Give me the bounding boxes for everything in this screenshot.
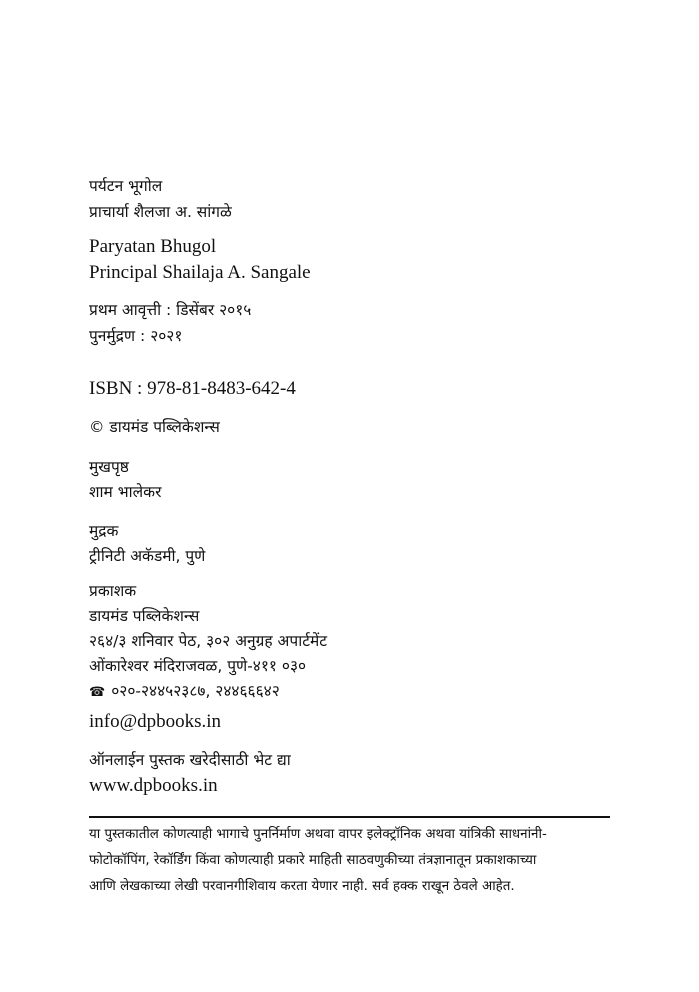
publisher-email[interactable]: info@dpbooks.in [89, 711, 222, 732]
publisher-phone-row [89, 683, 280, 701]
cover-artist: शाम भालेकर [89, 483, 162, 501]
publisher-heading: प्रकाशक [89, 582, 137, 600]
publisher-phone: ०२०-२४४५२३८७, २४४६६६४२ [111, 682, 280, 700]
isbn: ISBN : 978-81-8483-642-4 [89, 378, 296, 399]
website-link[interactable]: www.dpbooks.in [89, 775, 218, 796]
rights-notice-line1: या पुस्तकातील कोणत्याही भागाचे पुनर्निर्माण अथवा वापर इलेक्ट्रॉनिक अथवा यांत्रिकी साधनांनी- [89, 827, 547, 842]
divider [89, 816, 610, 818]
cover-heading: मुखपृष्ठ [89, 458, 129, 476]
author-marathi: प्राचार्या शैलजा अ. सांगळे [89, 203, 232, 221]
telephone-icon: ☎ [89, 685, 106, 700]
printer-heading: मुद्रक [89, 522, 119, 540]
author-english: Principal Shailaja A. Sangale [89, 262, 311, 283]
publisher-address-line2: ओंकारेश्वर मंदिराजवळ, पुणे-४११ ०३० [89, 657, 307, 675]
title-english: Paryatan Bhugol [89, 236, 217, 257]
first-edition: प्रथम आवृत्ती : डिसेंबर २०१५ [89, 301, 252, 319]
rights-notice-line2: फोटोकॉपिंग, रेकॉर्डिंग किंवा कोणत्याही प्रकारे माहिती साठवणुकीच्या तंत्रज्ञानातून प्रकाशकाच्या [89, 853, 537, 868]
online-purchase-text: ऑनलाईन पुस्तक खरेदीसाठी भेट द्या [89, 751, 291, 769]
title-marathi: पर्यटन भूगोल [89, 177, 163, 195]
publisher-name: डायमंड पब्लिकेशन्स [89, 607, 200, 625]
rights-notice [89, 822, 619, 900]
reprint-edition: पुनर्मुद्रण : २०२१ [89, 327, 183, 345]
copyright-notice: © डायमंड पब्लिकेशन्स [89, 418, 220, 436]
rights-notice-line3: आणि लेखकाच्या लेखी परवानगीशिवाय करता येणार नाही. सर्व हक्क राखून ठेवले आहेत. [89, 879, 515, 894]
printer-name: ट्रीनिटी अकॅडमी, पुणे [89, 547, 206, 565]
publisher-address-line1: २६४/३ शनिवार पेठ, ३०२ अनुग्रह अपार्टमेंट [89, 632, 328, 650]
